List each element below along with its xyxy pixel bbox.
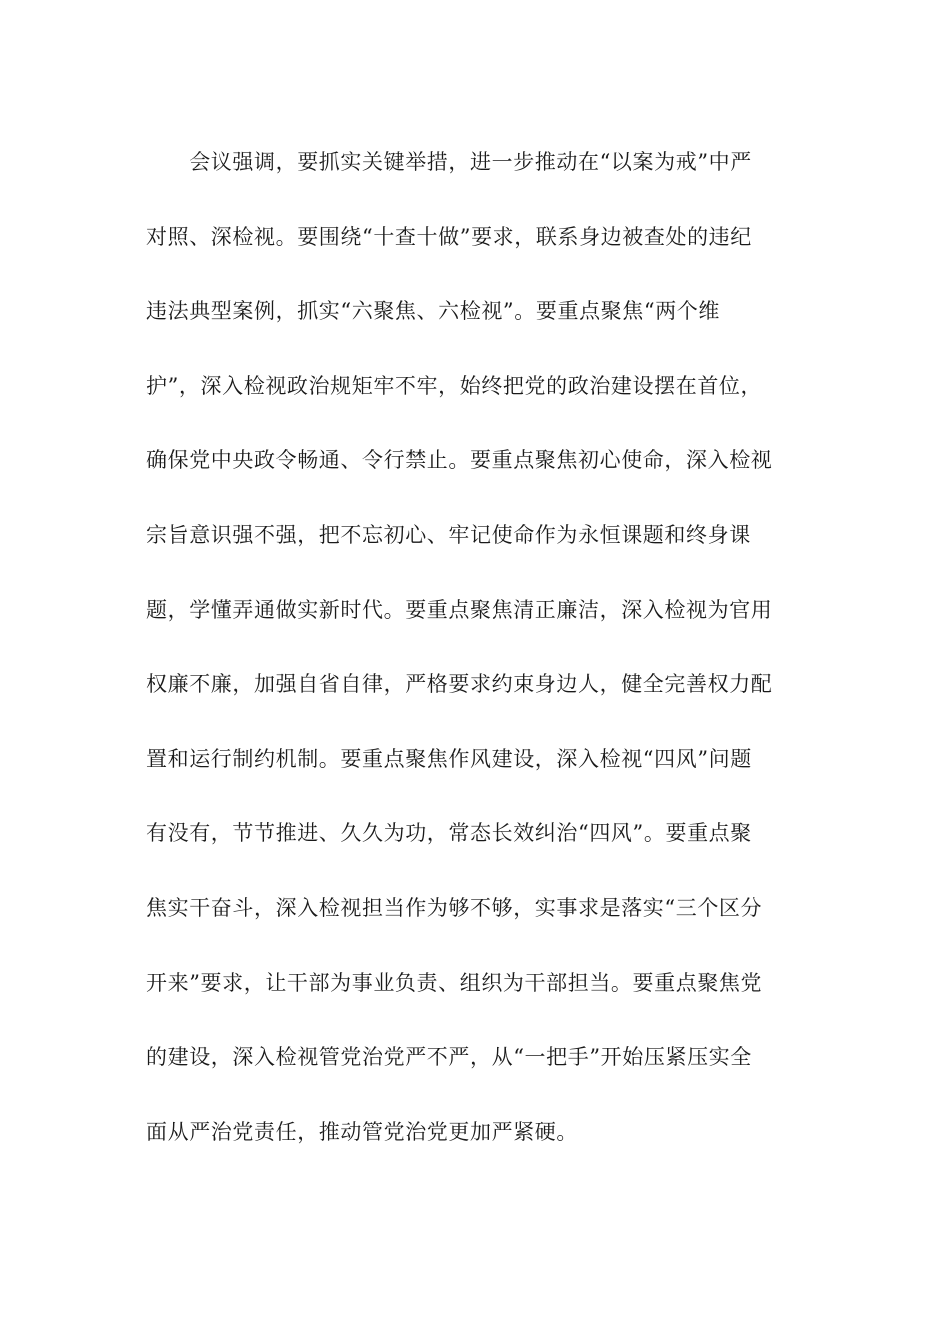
body-paragraph: [146, 125, 792, 1169]
paragraph-line-8: 权廉不廉，加强自省自律，严格要求约束身边人，健全完善权力配: [146, 672, 773, 697]
paragraph-line-6: 宗旨意识强不强，把不忘初心、牢记使命作为永恒课题和终身课: [146, 522, 751, 547]
paragraph-line-14: 面从严治党责任，推动管党治党更加严紧硬。: [146, 1119, 578, 1144]
paragraph-line-12: 开来”要求，让干部为事业负责、组织为干部担当。要重点聚焦党: [146, 970, 763, 995]
paragraph-line-2: 对照、深检视。要围绕“十查十做”要求，联系身边被查处的违纪: [146, 224, 752, 249]
paragraph-line-7: 题，学懂弄通做实新时代。要重点聚焦清正廉洁，深入检视为官用: [146, 597, 773, 622]
paragraph-line-9: 置和运行制约机制。要重点聚焦作风建设，深入检视“四风”问题: [146, 746, 752, 771]
paragraph-line-13: 的建设，深入检视管党治党严不严，从“一把手”开始压紧压实全: [146, 1045, 752, 1070]
paragraph-line-4: 护”，深入检视政治规矩牢不牢，始终把党的政治建设摆在首位，: [146, 373, 763, 398]
paragraph-line-1: 会议强调，要抓实关键举措，进一步推动在“以案为戒”中严: [146, 150, 752, 174]
paragraph-line-11: 焦实干奋斗，深入检视担当作为够不够，实事求是落实“三个区分: [146, 895, 763, 920]
paragraph-line-10: 有没有，节节推进、久久为功，常态长效纠治“四风”。要重点聚: [146, 821, 752, 846]
paragraph-line-3: 违法典型案例，抓实“六聚焦、六检视”。要重点聚焦“两个维: [146, 299, 721, 324]
paragraph-line-5: 确保党中央政令畅通、令行禁止。要重点聚焦初心使命，深入检视: [146, 448, 773, 473]
